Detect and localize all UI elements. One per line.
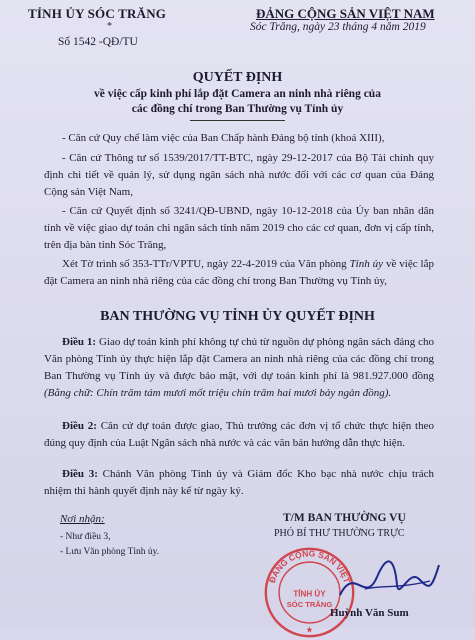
recipients-label: Nơi nhận:	[60, 513, 105, 525]
party-name: ĐẢNG CỘNG SẢN VIỆT NAM	[256, 6, 435, 21]
article-1-label: Điều 1:	[62, 336, 97, 348]
svg-text:ĐẢNG CỘNG SẢN VIỆT: ĐẢNG CỘNG SẢN VIỆT	[266, 548, 353, 585]
signer-position: PHÓ BÍ THƯ THƯỜNG TRỰC	[274, 528, 405, 539]
handwritten-signature	[335, 555, 445, 610]
consideration-text-end: về việc lắp đặt Camera an ninh nhà riêng của các đồng chí trong Ban Thường vụ Tỉnh ủy,	[44, 258, 434, 287]
document-number: Số 1542 -QĐ/TU	[58, 36, 138, 48]
consideration-text: Xét Tờ trình số 353-TTr/VPTU, ngày 22-4-2019 của Văn phòng	[62, 258, 350, 270]
title-divider	[190, 120, 285, 121]
article-1	[44, 334, 434, 402]
svg-text:TỈNH ỦY: TỈNH ỦY	[293, 589, 326, 599]
article-2-label: Điều 2:	[62, 420, 97, 432]
issuing-org: TỈNH ỦY SÓC TRĂNG	[28, 6, 167, 21]
title-subject-line-2: các đồng chí trong Ban Thường vụ Tỉnh ủy	[131, 103, 344, 115]
decision-heading: BAN THƯỜNG VỤ TỈNH ỦY QUYẾT ĐỊNH	[100, 309, 375, 324]
title-subject-line-1: về việc cấp kinh phí lắp đặt Camera an ninh nhà riêng của	[94, 88, 381, 100]
signing-authority: T/M BAN THƯỜNG VỤ	[283, 512, 406, 524]
basis-item: - Căn cứ Quyết định số 3241/QĐ-UBND, ngày 10-12-2018 của Ủy ban nhân dân tỉnh về việc giao dự toán chi ngân sách tỉnh năm 2019 cho các cơ quan, đơn vị cấp tỉnh, trên địa bàn tỉnh Sóc Trăng,	[44, 205, 434, 251]
article-3	[44, 466, 434, 500]
svg-text:★: ★	[305, 624, 314, 635]
article-2-text: Căn cứ dự toán được giao, Thủ trưởng các đơn vị tổ chức thực hiện theo đúng quy định của Luật Ngân sách nhà nước và các văn bản hướng dẫn thực hiện.	[44, 420, 434, 449]
recipient-item: - Như điều 3,	[60, 532, 111, 542]
basis-item: - Căn cứ Quy chế làm việc của Ban Chấp hành Đảng bộ tỉnh (khoá XIII),	[62, 132, 385, 144]
article-3-text: Chánh Văn phòng Tỉnh ủy và Giám đốc Kho bạc nhà nước chịu trách nhiệm thi hành quyết định này kể từ ngày ký.	[44, 468, 434, 497]
article-1-amount-words: (Bằng chữ: Chín trăm tám mươi mốt triệu chín trăm hai mươi bảy ngàn đồng).	[44, 387, 392, 399]
recipient-item: - Lưu Văn phòng Tỉnh ủy.	[60, 547, 160, 557]
star-mark: *	[107, 21, 112, 32]
svg-text:SÓC TRĂNG: SÓC TRĂNG	[286, 599, 333, 609]
basis-item: - Căn cứ Thông tư số 1539/2017/TT-BTC, ngày 29-12-2017 của Bộ Tài chính quy định chi tiết về quản lý, sử dụng ngân sách nhà nước đối với các cơ quan của Đảng Cộng sản Việt Nam,	[44, 152, 434, 198]
consideration	[44, 256, 434, 290]
consideration-italic: Tỉnh ủy	[349, 258, 384, 270]
article-3-label: Điều 3:	[62, 468, 98, 480]
signer-name: Huỳnh Văn Sum	[330, 607, 409, 619]
article-2	[44, 418, 434, 452]
document-title: QUYẾT ĐỊNH	[192, 70, 283, 85]
place-date: Sóc Trăng, ngày 23 tháng 4 năm 2019	[250, 21, 426, 33]
article-1-text: Giao dự toán kinh phí không tự chủ từ nguồn dự phòng ngân sách đảng cho Văn phòng Tỉnh ủy thực hiện lắp đặt Camera an ninh nhà riêng của các đồng chí trong Ban Thường vụ Tỉnh ủy và được bảo mật, với dự toán kinh phí là 981.927.000 đồng	[44, 336, 435, 382]
